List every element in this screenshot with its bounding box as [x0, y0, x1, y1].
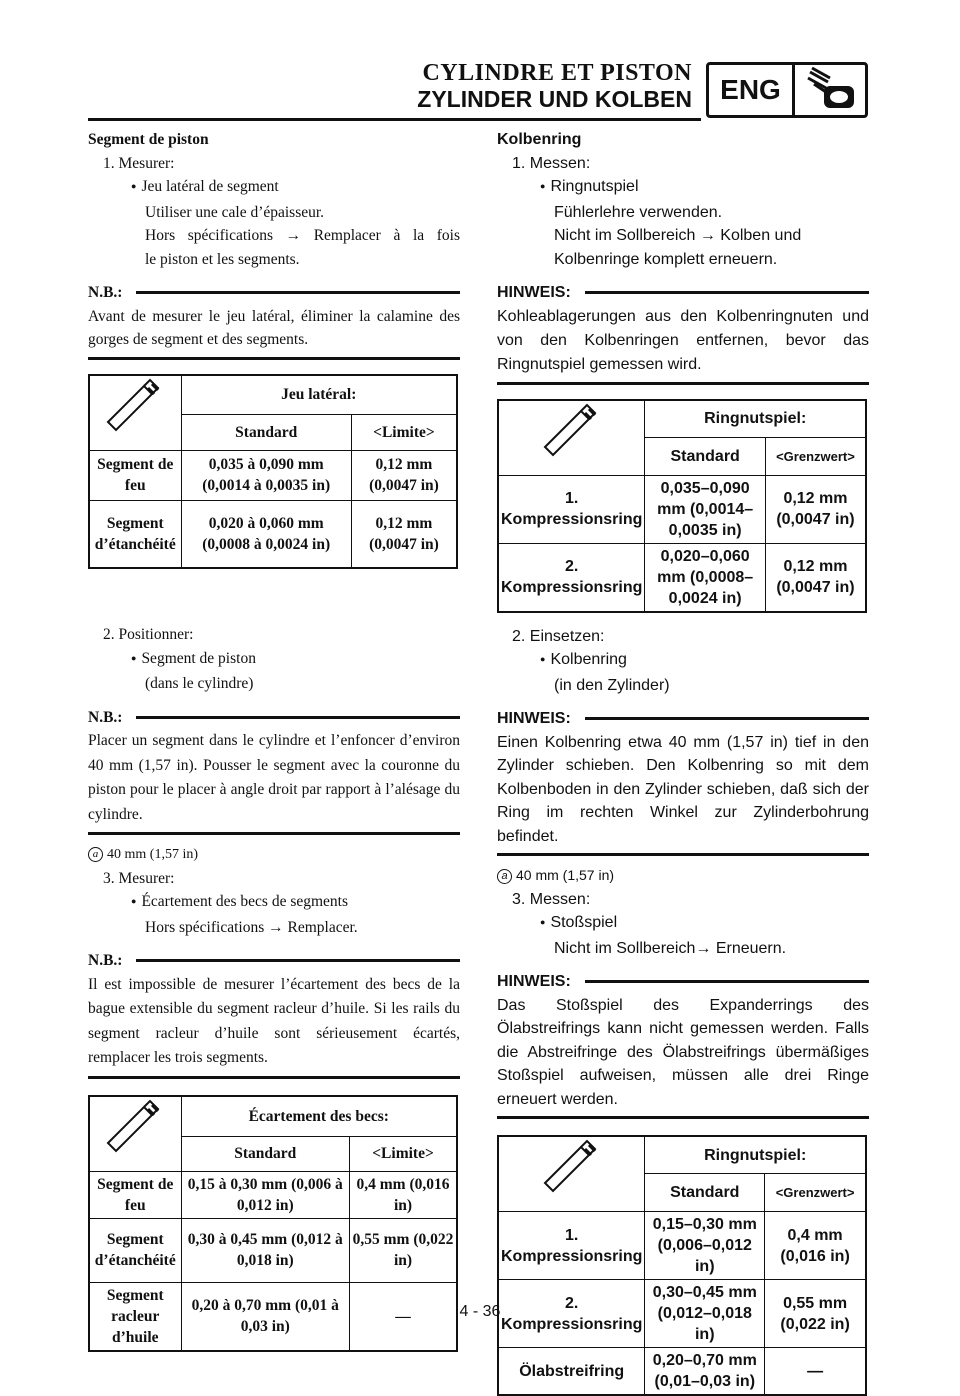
step-3-bullet: ● Écartement des becs de segments — [88, 890, 460, 916]
note-text: Einen Kolbenring etwa 40 mm (1,57 in) tief in den Zylinder schieben. Den Kolbenring so mit dem Kolbenboden in den Zylinder schieben, daß sich der Ring im rechten Winkel zur Zylinderbohrung befindet. — [497, 733, 869, 845]
note-label: HINWEIS: — [497, 973, 571, 990]
step-1: 1. Mesurer: — [103, 154, 175, 172]
german-column — [497, 128, 869, 1396]
step-3-text: Hors spécifications → Remplacer. — [145, 918, 358, 936]
row-limit: 0,55 mm (0,022 in) — [765, 1280, 866, 1348]
row-limit: 0,12 mm (0,0047 in) — [351, 500, 457, 568]
row-limit: 0,4 mm (0,016 in) — [350, 1171, 457, 1218]
note-block — [88, 949, 460, 1079]
ref-letter-a: a — [497, 869, 512, 884]
row-label: Ölabstreifring — [498, 1348, 645, 1396]
spec-table-end-gap — [497, 1135, 867, 1396]
feeler-gauge-icon — [498, 400, 645, 476]
reference-note — [88, 843, 460, 867]
row-standard: 0,15 à 0,30 mm (0,006 à 0,012 in) — [181, 1171, 350, 1218]
spec-table-side-clearance — [88, 374, 458, 570]
step-2-text: (dans le cylindre) — [145, 675, 254, 692]
step-3-text: Nicht im Sollbereich→ Erneuern. — [554, 939, 787, 957]
row-label: 1. Kompressionsring — [498, 475, 645, 543]
note-block — [497, 281, 869, 385]
section-heading: Kolbenring — [497, 131, 582, 148]
table-title: Ringnutspiel: — [645, 1136, 866, 1174]
table-row — [498, 1212, 866, 1280]
col-header-limit: <Limite> — [350, 1137, 457, 1171]
row-standard: 0,20–0,70 mm (0,01–0,03 in) — [645, 1348, 765, 1396]
table-row — [89, 450, 457, 500]
col-header-standard: Standard — [645, 438, 766, 475]
row-label: Segment d’étanchéité — [89, 500, 181, 568]
header-title-de: ZYLINDER UND KOLBEN — [417, 86, 692, 112]
row-label: Segment d’étanchéité — [89, 1218, 181, 1282]
note-text: Kohleablagerungen aus den Kolbenringnuten und von den Kolbenringen entfernen, bevor das Ringnutspiel gemessen wird. — [497, 307, 869, 373]
note-block — [497, 970, 869, 1119]
note-label: N.B.: — [88, 708, 123, 726]
spec-table-ring-groove-clearance — [497, 399, 867, 613]
section-heading: Segment de piston — [88, 131, 209, 148]
row-limit: — — [350, 1282, 457, 1351]
step-2: 2. Positionner: — [103, 626, 194, 643]
note-label: N.B.: — [88, 284, 123, 301]
table-title: Ringnutspiel: — [645, 400, 866, 438]
row-standard: 0,035–0,090 mm (0,0014–0,0035 in) — [645, 475, 766, 543]
step-3-bullet: ● Stoßspiel — [497, 911, 869, 937]
note-label: N.B.: — [88, 952, 123, 969]
header-title-fr: CYLINDRE ET PISTON — [422, 60, 692, 86]
row-label: 1. Kompressionsring — [498, 1212, 645, 1280]
step-3: 3. Messen: — [512, 890, 591, 908]
step-1-text: Nicht im Sollbereich → Kolben und Kolbenringe komplett erneuern. — [554, 227, 802, 268]
feeler-gauge-icon — [89, 375, 181, 451]
step-2-bullet: ● Kolbenring — [497, 648, 869, 674]
row-limit: 0,12 mm (0,0047 in) — [765, 475, 866, 543]
table-title: Écartement des becs: — [181, 1096, 457, 1137]
step-2-text: (in den Zylinder) — [554, 676, 670, 694]
step-1: 1. Messen: — [512, 154, 591, 172]
table-row — [89, 1171, 457, 1218]
row-standard: 0,15–0,30 mm (0,006–0,012 in) — [645, 1212, 765, 1280]
french-column — [88, 128, 460, 1352]
col-header-standard: Standard — [645, 1174, 765, 1212]
row-label: Segment de feu — [89, 450, 181, 500]
note-text: Das Stoßspiel des Expanderrings des Ölabstreifrings kann nicht gemessen werden. Falls die Abstreifringe des Ölabstreifrings übermäßiges Stoßspiel aufweisen, müssen alle drei Ringe erneuert werden. — [497, 996, 869, 1108]
header-rule — [88, 118, 701, 121]
row-standard: 0,035 à 0,090 mm (0,0014 à 0,0035 in) — [181, 450, 351, 500]
table-title: Jeu latéral: — [181, 375, 457, 415]
row-label: 2. Kompressionsring — [498, 543, 645, 612]
section-badge-label: ENG — [709, 65, 795, 115]
ref-letter-a: a — [88, 847, 103, 862]
col-header-limit: <Grenzwert> — [765, 438, 866, 475]
col-header-standard: Standard — [181, 1137, 350, 1171]
table-row — [498, 475, 866, 543]
row-limit: 0,55 mm (0,022 in) — [350, 1218, 457, 1282]
row-label: 2. Kompressionsring — [498, 1280, 645, 1348]
row-limit: — — [765, 1348, 866, 1396]
note-text: Il est impossible de mesurer l’écartement des becs de la bague extensible du segment racleur d’huile. Si les rails du segment racleur d’huile sont sérieusement écartés, remplacer les trois segments. — [88, 975, 460, 1066]
step-1-text: Hors spécifications → Remplacer à la fois — [145, 227, 460, 244]
col-header-limit: <Grenzwert> — [765, 1174, 866, 1212]
note-label: HINWEIS: — [497, 710, 571, 727]
step-2-bullet: ● Segment de piston — [88, 647, 460, 673]
feeler-gauge-icon — [498, 1136, 645, 1212]
row-limit: 0,12 mm (0,0047 in) — [351, 450, 457, 500]
feeler-gauge-icon — [89, 1096, 181, 1172]
ref-text: 40 mm (1,57 in) — [107, 847, 198, 862]
step-1-bullet: ● Jeu latéral de segment — [88, 175, 460, 201]
note-text: Avant de mesurer le jeu latéral, éliminer la calamine des gorges de segment et des segments. — [88, 307, 460, 348]
section-badge — [706, 62, 868, 118]
step-1-text: le piston et les segments. — [145, 250, 300, 268]
table-row — [89, 500, 457, 568]
table-row — [498, 543, 866, 612]
step-1-text: Utiliser une cale d’épaisseur. — [145, 203, 325, 221]
step-2: 2. Einsetzen: — [512, 627, 605, 645]
engine-icon — [795, 65, 865, 115]
col-header-standard: Standard — [181, 414, 351, 450]
row-standard: 0,020–0,060 mm (0,0008–0,0024 in) — [645, 543, 766, 612]
row-limit: 0,4 mm (0,016 in) — [765, 1212, 866, 1280]
page-number: 4 - 36 — [459, 1303, 501, 1320]
table-row — [498, 1348, 866, 1396]
step-1-bullet: ● Ringnutspiel — [497, 175, 869, 201]
note-text: Placer un segment dans le cylindre et l’enfoncer d’environ 40 mm (1,57 in). Pousser le segment avec la couronne du piston pour le placer à angle droit par rapport à l’alésage du cylindre. — [88, 732, 460, 823]
row-standard: 0,20 à 0,70 mm (0,01 à 0,03 in) — [181, 1282, 350, 1351]
note-block — [497, 707, 869, 856]
row-label: Segment de feu — [89, 1171, 181, 1218]
step-1-text: Fühlerlehre verwenden. — [554, 203, 723, 221]
ref-text: 40 mm (1,57 in) — [516, 867, 615, 883]
reference-note — [497, 864, 869, 888]
row-label: Segment racleur d’huile — [89, 1282, 181, 1351]
row-limit: 0,12 mm (0,0047 in) — [765, 543, 866, 612]
step-3: 3. Mesurer: — [103, 869, 175, 887]
note-label: HINWEIS: — [497, 284, 571, 301]
note-block — [88, 281, 460, 360]
row-standard: 0,30 à 0,45 mm (0,012 à 0,018 in) — [181, 1218, 350, 1282]
row-standard: 0,30–0,45 mm (0,012–0,018 in) — [645, 1280, 765, 1348]
row-standard: 0,020 à 0,060 mm (0,0008 à 0,0024 in) — [181, 500, 351, 568]
note-block — [88, 706, 460, 836]
col-header-limit: <Limite> — [351, 414, 457, 450]
table-row — [89, 1218, 457, 1282]
